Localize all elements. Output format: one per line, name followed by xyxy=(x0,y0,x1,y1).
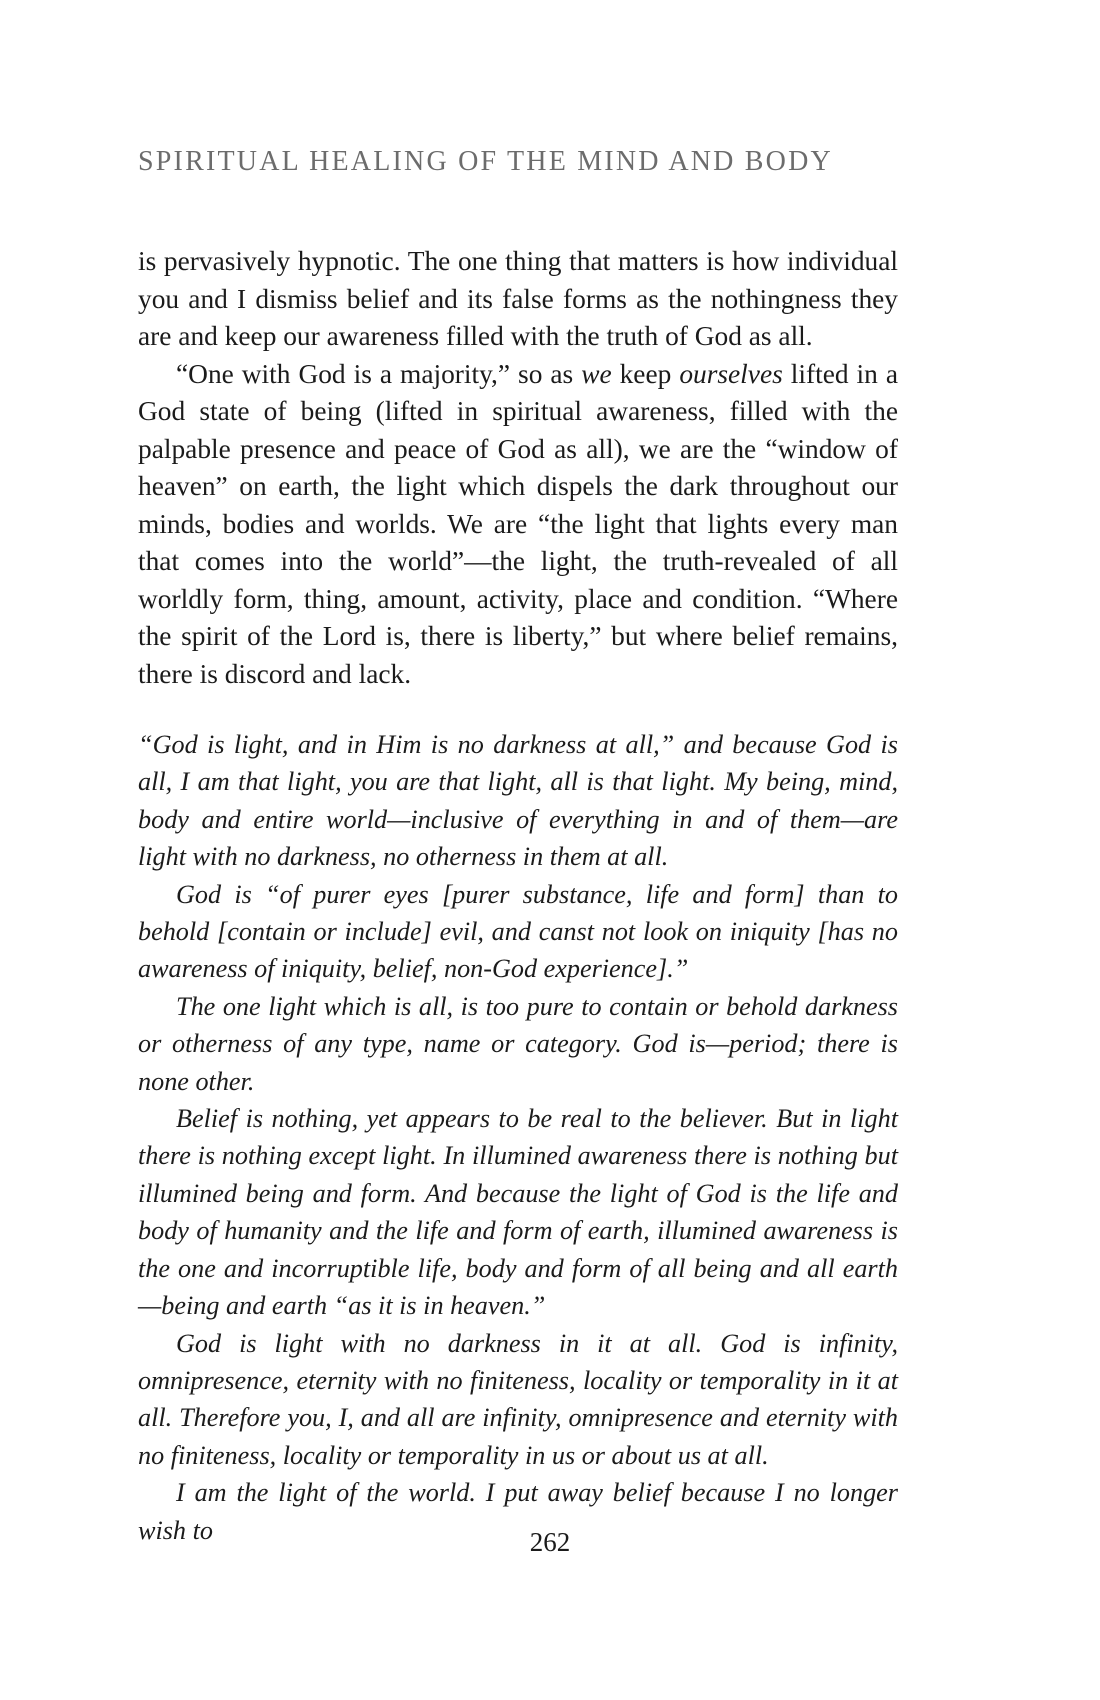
meditation-block xyxy=(138,726,898,1549)
body-paragraph-2-text-c: keep xyxy=(611,358,680,389)
body-paragraph-2-emphasis-we: we xyxy=(581,358,612,389)
body-paragraph-2-text-a: “One with God is a majority,” so as xyxy=(176,358,582,389)
meditation-paragraph-6: I am the light of the world. I put away belief because I no longer wish to xyxy=(138,1478,898,1545)
page-number: 262 xyxy=(529,1527,571,1557)
meditation-paragraph-5: God is light with no darkness in it at all. God is infinity, omnipresence, eternity with no finiteness, locality or temporality in it at all. Therefore you, I, and all are infinity, omnipresence and eternity with no finiteness, locality or temporality in us or about us at all. xyxy=(138,1328,898,1470)
running-head: SPIRITUAL HEALING OF THE MIND AND BODY xyxy=(138,146,833,177)
meditation-paragraph-3: The one light which is all, is too pure to contain or behold darkness or otherness of any type, name or category. God is—period; there is none other. xyxy=(138,991,898,1096)
body-paragraph-1: is pervasively hypnotic. The one thing that matters is how individual you and I dismiss belief and its false forms as the nothingness they are and keep our awareness filled with the truth of God as all. xyxy=(138,246,898,351)
body-paragraph-2-emphasis-ourselves: ourselves xyxy=(679,358,783,389)
body-paragraph-2-text-e: lifted in a God state of being (lifted in spiritual awareness, filled with the palpable presence and peace of God as all), we are the “window of heaven” on earth, the light which dispels the dark throughout our minds, bodies and worlds. We are “the light that lights every man that comes into the world”—the light, the truth-revealed of all worldly form, thing, amount, activity, place and condition. “Where the spirit of the Lord is, there is liberty,” but where belief remains, there is discord and lack. xyxy=(138,358,898,689)
meditation-paragraph-4: Belief is nothing, yet appears to be real to the believer. But in light there is nothing except light. In illumined awareness there is nothing but illumined being and form. And because the light of God is the life and body of humanity and the life and form of earth, illumined awareness is the one and incorruptible life, body and form of all being and all earth—being and earth “as it is in heaven.” xyxy=(138,1104,898,1321)
body-text xyxy=(138,243,898,693)
meditation-paragraph-1: “God is light, and in Him is no darkness at all,” and because God is all, I am that light, you are that light, all is that light. My being, mind, body and entire world—inclusive of everything in and of them—are light with no darkness, no otherness in them at all. xyxy=(138,730,898,872)
meditation-paragraph-2: God is “of purer eyes [purer substance, life and form] than to behold [contain or include] evil, and canst not look on iniquity [has no awareness of iniquity, belief, non-God experience].” xyxy=(138,879,898,984)
body-paragraph-2 xyxy=(138,356,898,694)
